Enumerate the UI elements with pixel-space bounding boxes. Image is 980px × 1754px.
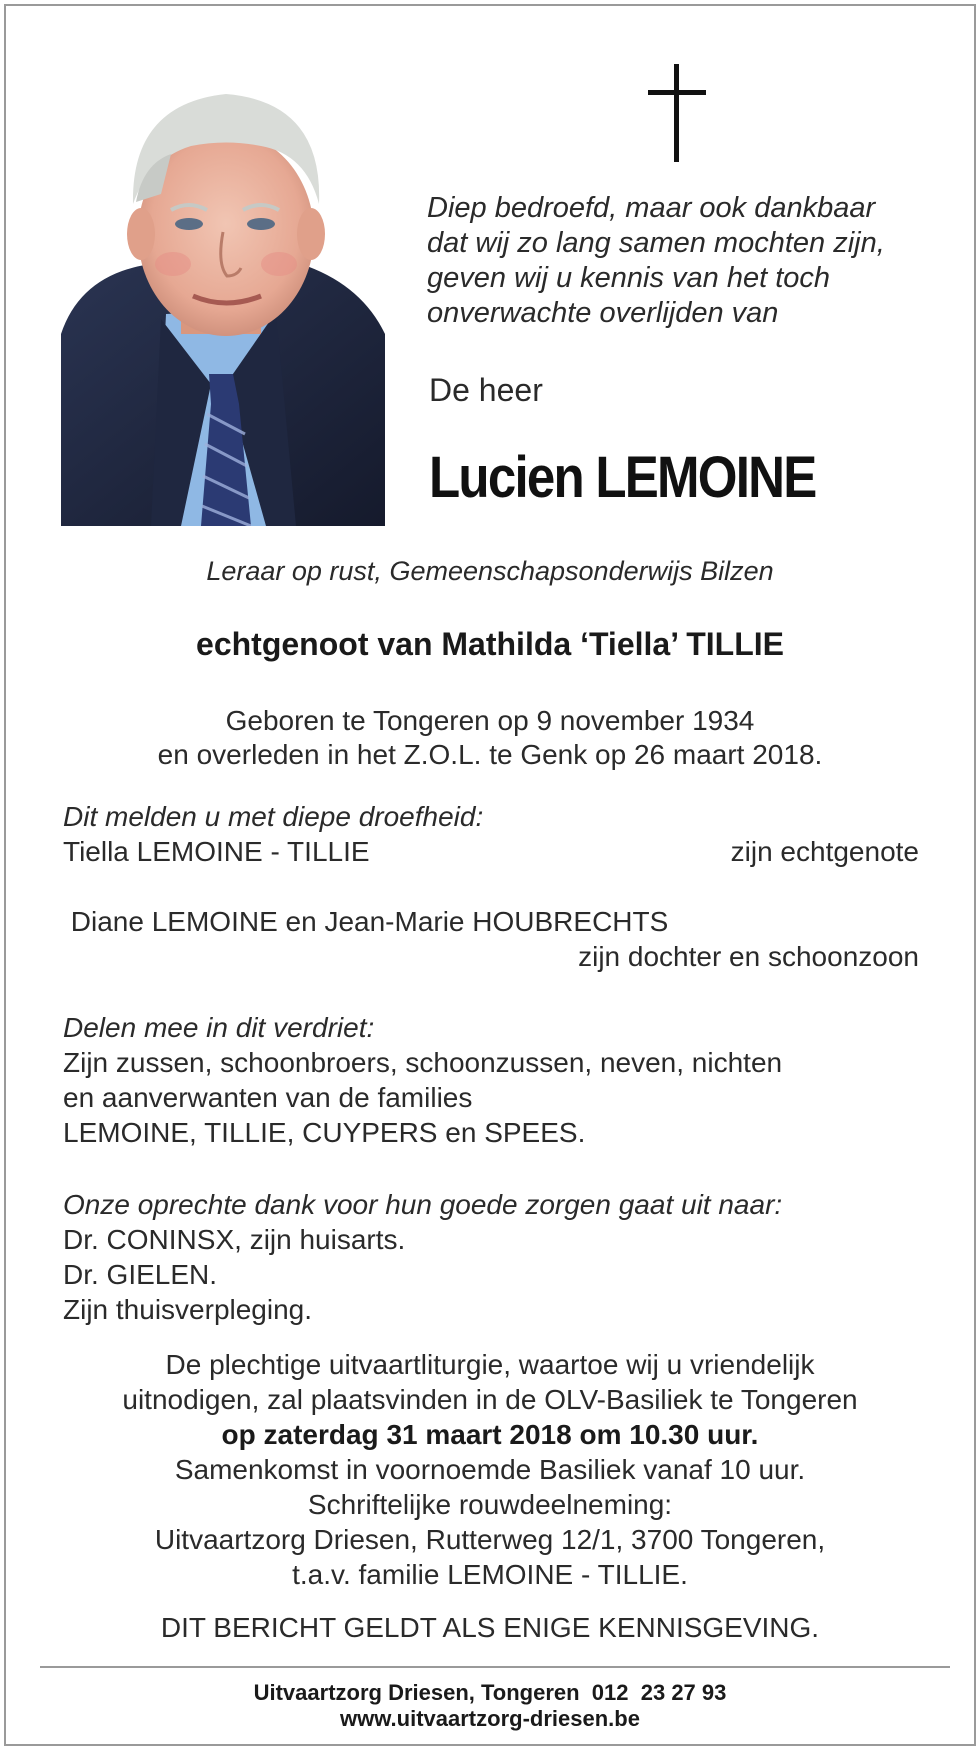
footer-company: Uitvaartzorg Driesen, Tongeren 012 23 27 93 — [253, 1680, 727, 1705]
announcer-spouse-name: Tiella LEMOINE - TILLIE — [63, 836, 370, 867]
thanks-line: Zijn thuisverpleging. — [63, 1294, 313, 1325]
announcer-spouse-relation: zijn echtgenote — [730, 836, 919, 867]
thanks-line: Dr. GIELEN. — [63, 1259, 218, 1290]
title-prefix: De heer — [429, 372, 543, 408]
intro-line: onverwachte overlijden van — [427, 297, 779, 329]
funeral-line: Samenkomst in voornoemde Basiliek vanaf 10 uur. — [174, 1454, 806, 1485]
announcer-child-relation: zijn dochter en schoonzoon — [578, 941, 919, 972]
portrait-photo — [61, 84, 385, 526]
intro-line: Diep bedroefd, maar ook dankbaar — [427, 192, 876, 224]
intro-line: geven wij u kennis van het toch — [427, 262, 831, 294]
cross-icon — [648, 64, 706, 162]
notice: DIT BERICHT GELDT ALS ENIGE KENNISGEVING. — [160, 1612, 820, 1643]
footer-website[interactable]: www.uitvaartzorg-driesen.be — [340, 1706, 640, 1731]
thanks-section — [63, 1187, 919, 1327]
funeral-line: t.a.v. familie LEMOINE - TILLIE. — [292, 1559, 688, 1590]
announcers-heading: Dit melden u met diepe droefheid: — [63, 801, 484, 832]
footer-divider — [40, 1666, 950, 1668]
birth-line: Geboren te Tongeren op 9 november 1934 — [225, 705, 755, 736]
occupation: Leraar op rust, Gemeenschapsonderwijs Bilzen — [206, 556, 774, 586]
intro-text — [427, 191, 947, 331]
funeral-line: De plechtige uitvaartliturgie, waartoe wij u vriendelijk — [165, 1349, 815, 1380]
announcers-section — [63, 799, 919, 974]
funeral-details — [6, 1347, 974, 1592]
sharing-line: LEMOINE, TILLIE, CUYPERS en SPEES. — [63, 1117, 586, 1148]
sharing-section — [63, 1010, 919, 1150]
funeral-address: Uitvaartzorg Driesen, Rutterweg 12/1, 3700 Tongeren, — [154, 1524, 826, 1555]
funeral-line: Schriftelijke rouwdeelneming: — [307, 1489, 673, 1520]
spouse-line: echtgenoot van Mathilda ‘Tiella’ TILLIE — [196, 626, 784, 662]
intro-line: dat wij zo lang samen mochten zijn, — [427, 227, 885, 259]
funeral-line: uitnodigen, zal plaatsvinden in de OLV-Basiliek te Tongeren — [122, 1384, 858, 1415]
death-line: en overleden in het Z.O.L. te Genk op 26 maart 2018. — [157, 739, 823, 770]
sharing-line: Zijn zussen, schoonbroers, schoonzussen, neven, nichten — [63, 1047, 783, 1078]
funeral-date: op zaterdag 31 maart 2018 om 10.30 uur. — [221, 1419, 759, 1450]
thanks-heading: Onze oprechte dank voor hun goede zorgen gaat uit naar: — [63, 1189, 783, 1220]
sharing-line: en aanverwanten van de families — [63, 1082, 473, 1113]
sharing-heading: Delen mee in dit verdriet: — [63, 1012, 375, 1043]
deceased-name: Lucien LEMOINE — [429, 445, 816, 510]
thanks-line: Dr. CONINSX, zijn huisarts. — [63, 1224, 406, 1255]
obituary-card — [4, 4, 976, 1746]
announcer-child-names: Diane LEMOINE en Jean-Marie HOUBRECHTS — [63, 906, 669, 937]
birth-death-info — [6, 704, 974, 772]
